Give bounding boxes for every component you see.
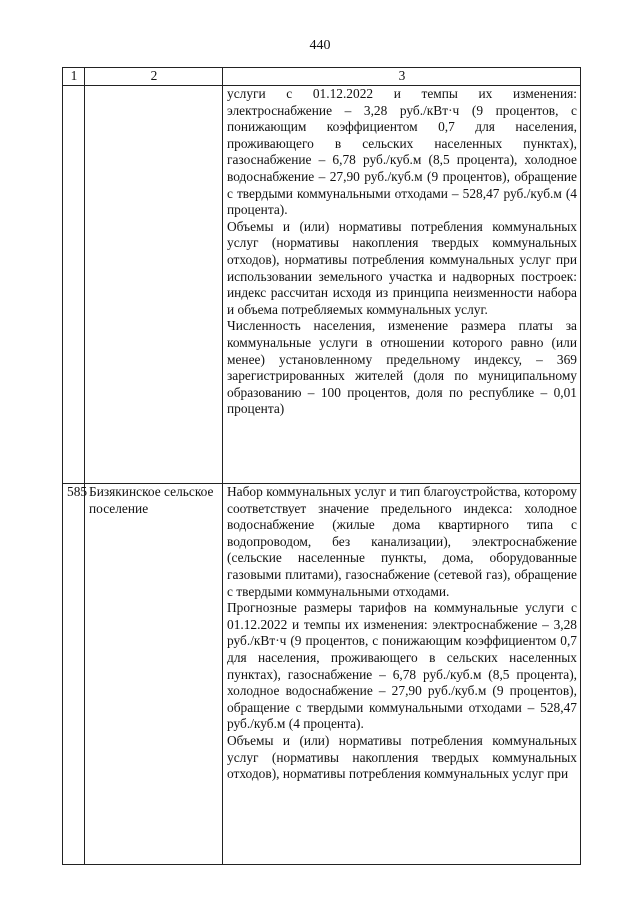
description-paragraph: услуги с 01.12.2022 и темпы их изменения: электроснабжение – 3,28 руб./кВт·ч (9 процентов, с понижающим коэффициентом 0,7 для населения, проживающего в сельских населенных пунктах), газоснабжение – 6,78 руб./куб.м (8,5 процента), холодное водоснабжение – 27,90 руб./куб.м (9 процентов), обращение с твердыми коммунальными отходами – 528,47 руб./куб.м (4 процента). — [227, 86, 577, 218]
row-description — [223, 484, 581, 865]
table-row — [63, 86, 581, 484]
column-header-2: 2 — [85, 68, 223, 86]
description-paragraph: Объемы и (или) нормативы потребления коммунальных услуг (нормативы накопления твердых коммунальных отходов), нормативы потребления коммунальных услуг при использовании земельного участка и надворных построек: индекс рассчитан исходя из принципа неизменности набора и объема потребляемых коммунальных услуг. — [227, 218, 577, 317]
column-header-1: 1 — [63, 68, 85, 86]
settlement-name — [85, 86, 223, 484]
description-paragraph: Численность населения, изменение размера платы за коммунальные услуги в отношении которого равно (или менее) установленному предельному индексу, – 369 зарегистрированных жителей (доля по муниципальному образованию – 100 процентов, доля по республике – 0,01 процента) — [227, 318, 577, 417]
table-header-row — [63, 68, 581, 86]
settlement-name: Бизякинское сельское поселение — [85, 484, 223, 865]
column-header-3: 3 — [223, 68, 581, 86]
row-number — [63, 86, 85, 484]
table-row — [63, 484, 581, 865]
row-number: 585 — [63, 484, 85, 865]
description-paragraph: Объемы и (или) нормативы потребления коммунальных услуг (нормативы накопления твердых коммунальных отходов), нормативы потребления коммунальных услуг при — [227, 732, 577, 782]
description-paragraph: Прогнозные размеры тарифов на коммунальные услуги с 01.12.2022 и темпы их изменения: электроснабжение – 3,28 руб./кВт·ч (9 процентов, с понижающим коэффициентом 0,7 для населения, проживающего в сельских населенных пунктах), газоснабжение – 6,78 руб./куб.м (8,5 процента), холодное водоснабжение – 27,90 руб./куб.м (9 процентов), обращение с твердыми коммунальными отходами – 528,47 руб./куб.м (4 процента). — [227, 600, 577, 732]
page-number: 440 — [309, 38, 331, 53]
description-paragraph: Набор коммунальных услуг и тип благоустройства, которому соответствует значение предельного индекса: холодное водоснабжение (жилые дома квартирного типа с водопроводом, без канализации), электроснабжение (сельские населенные пункты, дома, оборудованные газовыми плитами), газоснабжение (сетевой газ), обращение с твердыми коммунальными отходами. — [227, 484, 577, 599]
document-table — [62, 67, 581, 865]
row-description — [223, 86, 581, 484]
